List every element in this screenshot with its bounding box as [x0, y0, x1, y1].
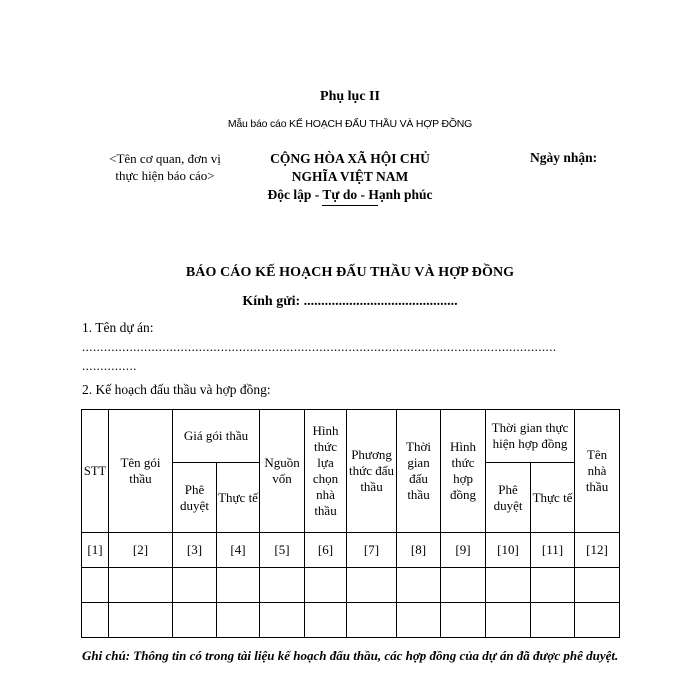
received-date-label: Ngày nhận: [530, 150, 598, 165]
footnote: Ghi chú: Thông tin có trong tài liệu kế hoạch đấu thầu, các hợp đồng của dự án đã được phê duyệt. [82, 648, 619, 663]
header-contract-form: Hình thức hợp đồng [441, 410, 486, 533]
header-selection-form: Hình thức lựa chọn nhà thầu [305, 410, 347, 533]
empty-cell [109, 568, 173, 603]
empty-cell [486, 568, 531, 603]
empty-cell [109, 603, 173, 638]
report-title: BÁO CÁO KẾ HOẠCH ĐẤU THẦU VÀ HỢP ĐỒNG [185, 265, 515, 280]
header-row-1 [82, 410, 620, 463]
empty-cell [531, 603, 575, 638]
header-funding-source: Nguồn vốn [260, 410, 305, 533]
agency-placeholder [80, 150, 250, 184]
header-contract-time: Thời gian thực hiện hợp đồng [486, 410, 575, 463]
column-index: [3] [173, 533, 217, 568]
empty-cell [82, 568, 109, 603]
column-index: [10] [486, 533, 531, 568]
header-contractor-name: Tên nhà thầu [575, 410, 620, 533]
empty-cell [173, 603, 217, 638]
addressee-line: Kính gửi: ............................................ [242, 294, 458, 309]
table-row [82, 603, 620, 638]
appendix-title: Phụ lục II [320, 89, 380, 104]
column-index: [5] [260, 533, 305, 568]
header-contract-approved: Phê duyệt [486, 463, 531, 533]
national-header [230, 150, 470, 204]
column-index: [7] [347, 533, 397, 568]
appendix-subtitle: Mẫu báo cáo KẾ HOẠCH ĐẤU THẦU VÀ HỢP ĐỒNG [227, 118, 473, 130]
column-index: [4] [217, 533, 260, 568]
header-package-price: Giá gói thầu [173, 410, 260, 463]
header-contract-actual: Thực tế [531, 463, 575, 533]
section-1-label: 1. Tên dự án: [82, 320, 154, 335]
empty-cell [305, 603, 347, 638]
column-index: [12] [575, 533, 620, 568]
empty-cell [531, 568, 575, 603]
empty-cell [82, 603, 109, 638]
project-name-blank-line-1: .................................................................................................................................. [82, 339, 557, 354]
header-bidding-time: Thời gian đấu thầu [397, 410, 441, 533]
project-name-blank-line-2: ............... [82, 358, 137, 373]
bidding-plan-table [81, 409, 620, 638]
empty-cell [486, 603, 531, 638]
empty-cell [397, 568, 441, 603]
empty-cell [260, 568, 305, 603]
nation-line-2: NGHĨA VIỆT NAM [291, 169, 409, 184]
empty-cell [441, 603, 486, 638]
column-index: [11] [531, 533, 575, 568]
agency-line-2: thực hiện báo cáo> [115, 168, 215, 183]
column-index: [2] [109, 533, 173, 568]
empty-cell [575, 568, 620, 603]
empty-cell [441, 568, 486, 603]
column-index: [6] [305, 533, 347, 568]
empty-cell [347, 568, 397, 603]
section-2-label: 2. Kế hoạch đấu thầu và hợp đồng: [82, 382, 271, 397]
empty-cell [305, 568, 347, 603]
agency-line-1: <Tên cơ quan, đơn vị [109, 151, 221, 166]
empty-cell [217, 603, 260, 638]
table-row [82, 568, 620, 603]
empty-cell [217, 568, 260, 603]
header-stt: STT [82, 410, 109, 533]
empty-cell [397, 603, 441, 638]
header-price-actual: Thực tế [217, 463, 260, 533]
nation-line-1: CỘNG HÒA XÃ HỘI CHỦ [270, 151, 430, 166]
header-package-name: Tên gói thầu [109, 410, 173, 533]
national-motto: Độc lập - Tự do - Hạnh phúc [267, 187, 433, 202]
motto-underline [322, 205, 378, 206]
header-price-approved: Phê duyệt [173, 463, 217, 533]
column-index-row [82, 533, 620, 568]
column-index: [9] [441, 533, 486, 568]
empty-cell [347, 603, 397, 638]
column-index: [8] [397, 533, 441, 568]
empty-cell [575, 603, 620, 638]
header-bidding-method: Phương thức đấu thầu [347, 410, 397, 533]
empty-cell [260, 603, 305, 638]
empty-cell [173, 568, 217, 603]
column-index: [1] [82, 533, 109, 568]
